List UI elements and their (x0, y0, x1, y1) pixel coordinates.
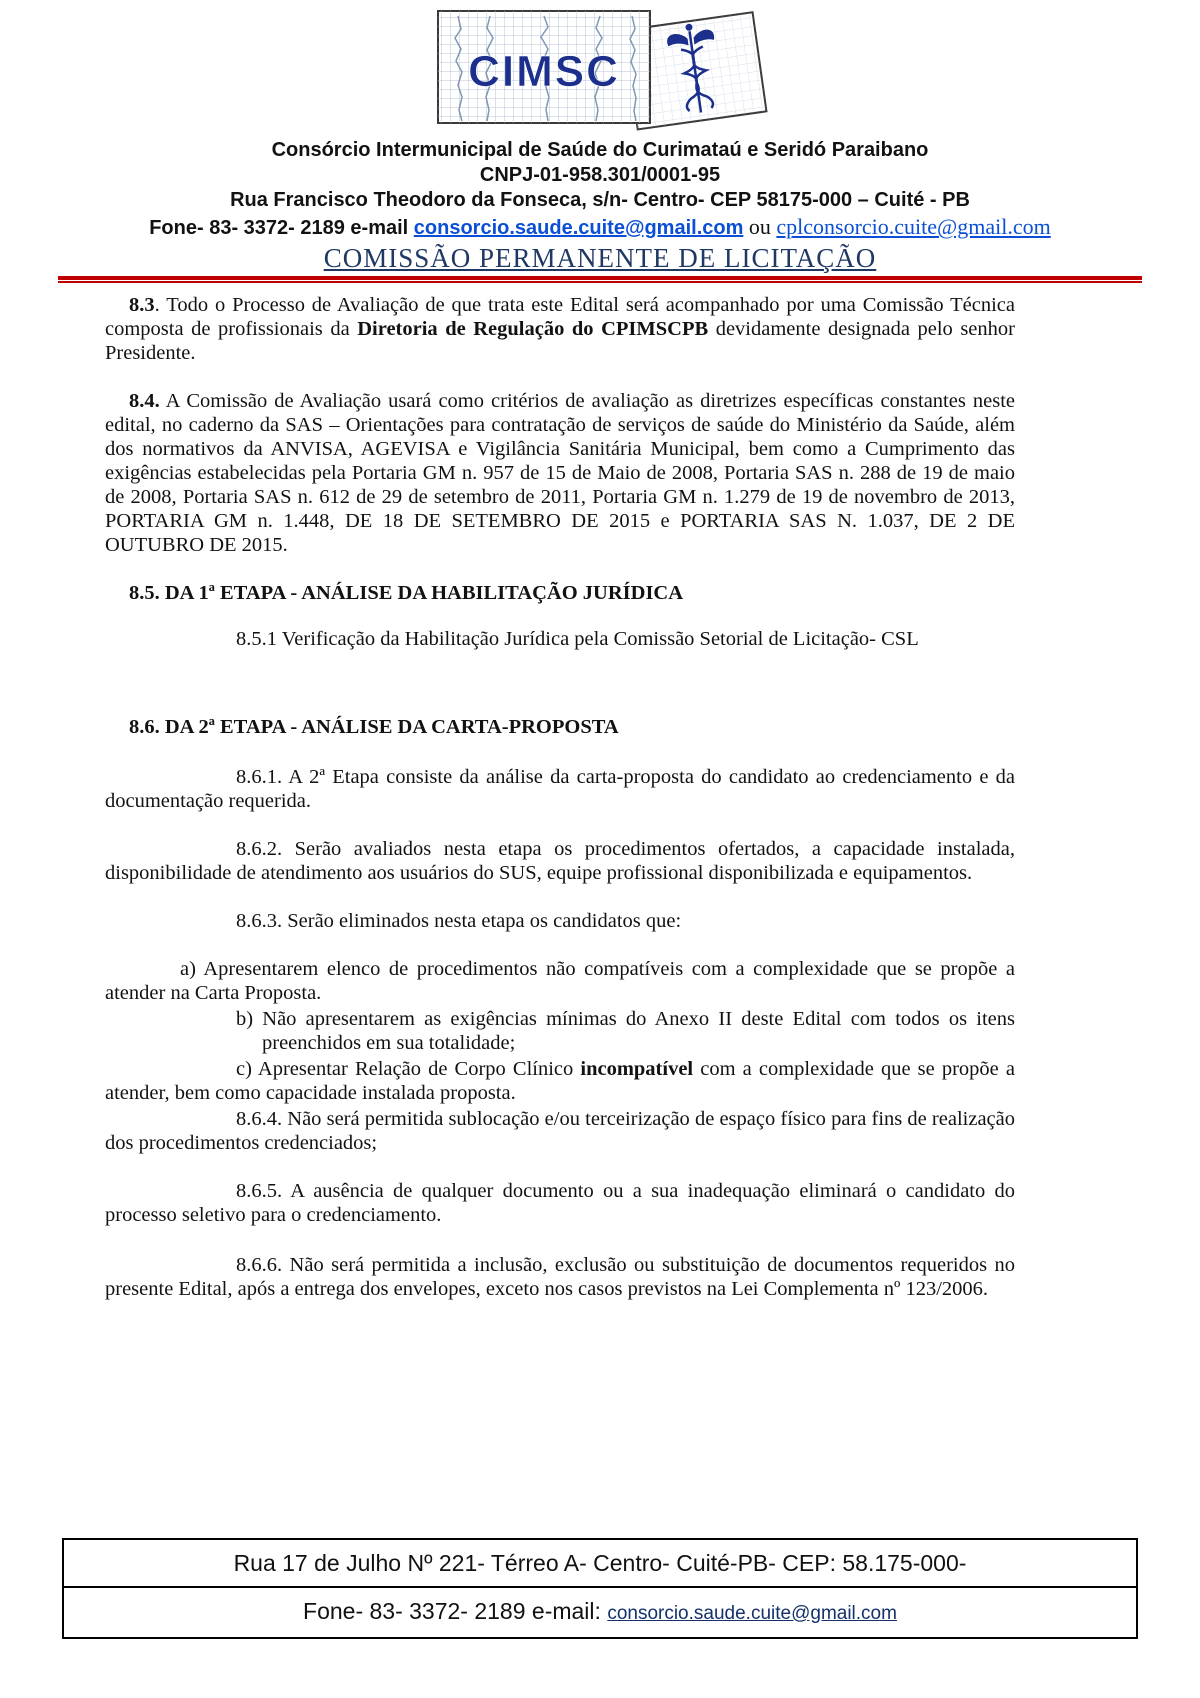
paragraph-8-6-3: 8.6.3. Serão eliminados nesta etapa os candidatos que: (236, 910, 682, 932)
paragraph-8-6-6: 8.6.6. Não será permitida a inclusão, exclusão ou substituição de documentos requeridos no presente Edital, após a entrega dos envelopes, exceto nos casos previstos na Lei Complementa nº 123/2006. (105, 1254, 1015, 1300)
address-line: Rua Francisco Theodoro da Fonseca, s/n- Centro- CEP 58175-000 – Cuité - PB (230, 189, 970, 211)
list-item-b: b) Não apresentarem as exigências mínimas do Anexo II deste Edital com todos os itens preenchidos em sua totalidade; (236, 1008, 1015, 1054)
phone-label: Fone- 83- 3372- 2189 e-mail (149, 217, 414, 239)
paragraph-8-4: 8.4. A Comissão de Avaliação usará como critérios de avaliação as diretrizes específicas constantes neste edital, no caderno da SAS – Orientações para contratação de serviços de saúde do Ministério da Saúde, além dos normativos da ANVISA, AGEVISA e Vigilância Sanitária Municipal, bem como a Cumprimento das exigências estabelecidas pela Portaria GM n. 957 de 15 de Maio de 2008, Portaria SAS n. 288 de 19 de maio de 2008, Portaria SAS n. 612 de 29 de setembro de 2011, Portaria GM n. 1.279 de 19 de novembro de 2013, PORTARIA GM n. 1.448, DE 18 DE SETEMBRO DE 2015 e PORTARIA SAS N. 1.037, DE 2 DE OUTUBRO DE 2015. (105, 390, 1015, 556)
org-name: Consórcio Intermunicipal de Saúde do Curimataú e Seridó Paraibano (271, 139, 929, 161)
paragraph-8-6-2: 8.6.2. Serão avaliados nesta etapa os procedimentos ofertados, a capacidade instalada, disponibilidade de atendimento aos usuários do SUS, equipe profissional disponibilizada e equipamentos. (105, 838, 1015, 884)
letterhead (0, 0, 1200, 283)
paragraph-8-6-1: 8.6.1. A 2ª Etapa consiste da análise da carta-proposta do candidato ao credenciamento e da documentação requerida. (105, 766, 1015, 812)
commission-title: COMISSÃO PERMANENTE DE LICITAÇÃO (323, 243, 877, 273)
header-contact-line (0, 213, 1200, 242)
footer-contact (64, 1588, 1136, 1637)
paragraph-8-6-4: 8.6.4. Não será permitida sublocação e/ou terceirização de espaço físico para fins de realização dos procedimentos credenciados; (105, 1108, 1015, 1154)
email-link-secondary[interactable]: cplconsorcio.cuite@gmail.com (776, 214, 1051, 239)
email-link-primary[interactable]: consorcio.saude.cuite@gmail.com (413, 217, 744, 239)
footer-box (62, 1538, 1138, 1639)
paragraph-8-6-5: 8.6.5. A ausência de qualquer documento ou a sua inadequação eliminará o candidato do processo seletivo para o credenciamento. (105, 1180, 1015, 1226)
heading-8-5: 8.5. DA 1ª ETAPA - ANÁLISE DA HABILITAÇÃO JURÍDICA (129, 582, 684, 604)
list-item-c: c) Apresentar Relação de Corpo Clínico incompatível com a complexidade que se propõe a atender, bem como capacidade instalada proposta. (105, 1058, 1015, 1104)
paragraph-8-3: 8.3. Todo o Processo de Avaliação de que trata este Edital será acompanhado por uma Comissão Técnica composta de profissionais da Diretoria de Regulação do CPIMSCPB devidamente designada pelo senhor Presidente. (105, 294, 1015, 364)
document-body (105, 293, 1015, 1301)
footer-email-link[interactable]: consorcio.saude.cuite@gmail.com (607, 1603, 897, 1624)
logo (0, 8, 1200, 134)
footer-phone-label: Fone- 83- 3372- 2189 e-mail: (303, 1598, 608, 1624)
paragraph-8-5-1: 8.5.1 Verificação da Habilitação Jurídica pela Comissão Setorial de Licitação- CSL (236, 628, 919, 650)
red-divider (58, 276, 1142, 283)
email-separator: ou (743, 214, 777, 239)
logo-graphic (432, 8, 768, 134)
footer-address: Rua 17 de Julho Nº 221- Térreo A- Centro- Cuité-PB- CEP: 58.175-000- (64, 1540, 1136, 1588)
logo-left-card (438, 11, 650, 123)
cimsc-text: CIMSC (468, 47, 620, 96)
list-item-a: a) Apresentarem elenco de procedimentos não compatíveis com a complexidade que se propõe a atender na Carta Proposta. (105, 958, 1015, 1004)
heading-8-6: 8.6. DA 2ª ETAPA - ANÁLISE DA CARTA-PROPOSTA (129, 716, 619, 738)
cnpj-line: CNPJ-01-958.301/0001-95 (479, 164, 721, 186)
